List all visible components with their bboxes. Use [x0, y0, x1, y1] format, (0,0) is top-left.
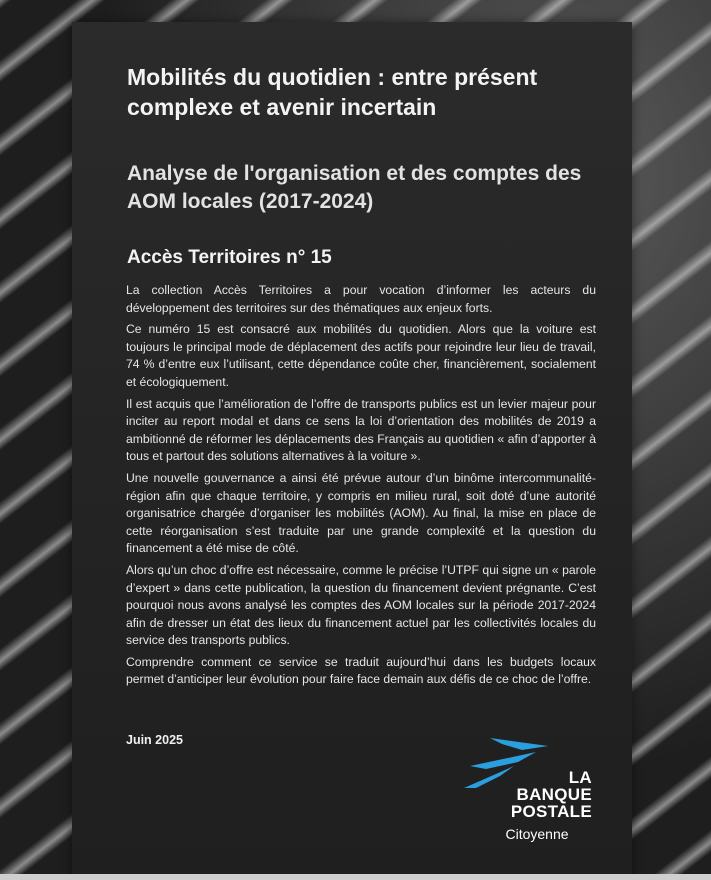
paragraph-1: La collection Accès Territoires a pour vocation d’informer les acteurs du développement des territoires sur des thématiques aux enjeux forts.	[126, 283, 596, 315]
paragraph-4: Une nouvelle gouvernance a ainsi été prévue autour d’un binôme intercommunalité-région afin que chaque territoire, y compris en milieu rural, soit doté d’une autorité organisatrice chargée d’organiser les mobilités (AOM). Au final, la mise en place de cette réorganisation s’est traduite par une grande complexité et la question du financement a été mise de côté.	[126, 470, 596, 556]
logo-line-postale: POSTALE	[510, 802, 592, 821]
page-title: Mobilités du quotidien : entre présent complexe et avenir incertain	[127, 64, 538, 120]
logo-wordmark	[482, 769, 592, 820]
logo-line-banque: BANQUE	[516, 785, 592, 804]
paragraph-6: Comprendre comment ce service se traduit aujourd’hui dans les budgets locaux permet d’anticiper leur évolution pour faire face demain aux défis de ce choc de l’offre.	[126, 654, 596, 687]
page-subtitle: Analyse de l'organisation et des comptes des AOM locales (2017-2024)	[127, 162, 582, 213]
paragraph-5: Alors qu’un choc d’offre est nécessaire, comme le précise l’UTPF qui signe un « parole d’expert » dans cette publication, la question du financement devient prégnante. C’est pourquoi nous avons analysé les comptes des AOM locales sur la période 2017-2024 afin de dresser un état des lieux du financement actuel par les collectivités locales du service des transports publics.	[126, 562, 596, 648]
body-text	[126, 282, 596, 693]
logo-subtitle: Citoyenne	[505, 826, 569, 842]
series-heading: Accès Territoires n° 15	[127, 247, 332, 268]
paragraph-3: Il est acquis que l’amélioration de l’offre de transports publics est un levier majeur pour inciter au report modal et dans ce sens la loi d’orientation des mobilités de 2019 a ambitionné de réformer les déplacements des Français au quotidien « afin d’apporter à tous et partout des solutions alternatives à la voiture ».	[126, 396, 596, 464]
logo-line-la: LA	[568, 768, 592, 787]
la-banque-postale-logo	[462, 736, 592, 846]
publication-date: Juin 2025	[126, 733, 183, 747]
bottom-strip	[0, 874, 711, 880]
paragraph-2: Ce numéro 15 est consacré aux mobilités du quotidien. Alors que la voiture est toujours le principal mode de déplacement des actifs pour rejoindre leur lieu de travail, 74 % d’entre eux l’utilisant, cette dépendance coûte cher, financièrement, socialement et écologiquement.	[126, 322, 596, 389]
